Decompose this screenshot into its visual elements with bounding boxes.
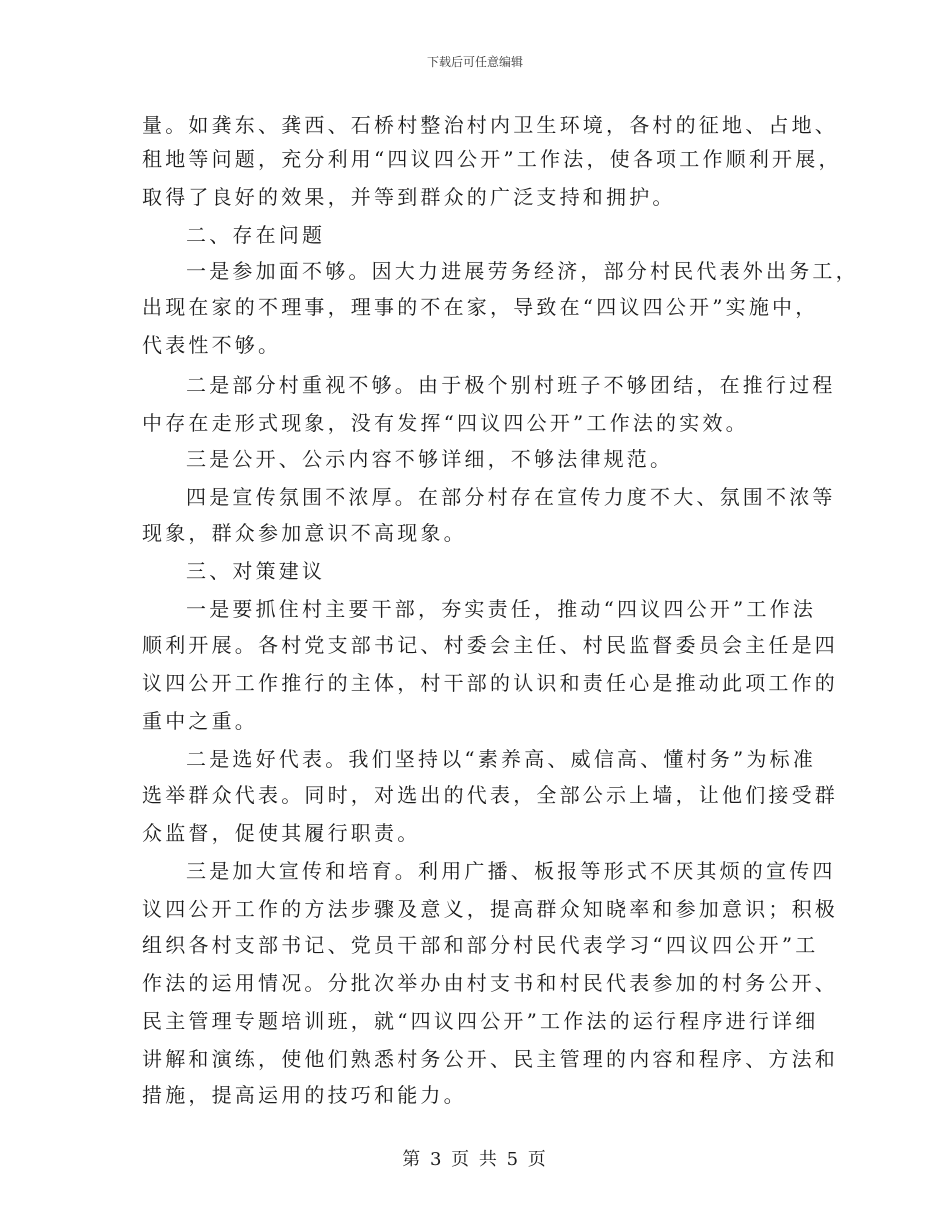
text-line-5: 一是参加面不够。因大力进展劳务经济，部分村民代表外出务工， (186, 259, 859, 283)
text-line-6: 出现在家的不理事，理事的不在家，导致在“四议四公开”实施中， (142, 295, 819, 319)
page-number-footer: 第 3 页 共 5 页 (402, 1149, 548, 1170)
text-line-8: 二是部分村重视不够。由于极个别村班子不够团结，在推行过程 (186, 373, 836, 397)
text-line-3: 取得了良好的效果，并等到群众的广泛支持和拥护。 (142, 185, 676, 209)
text-line-22: 议四公开工作的方法步骤及意义，提高群众知晓率和参加意识；积极 (142, 897, 838, 921)
text-line-27: 措施，提高运用的技巧和能力。 (142, 1083, 467, 1107)
text-line-23: 组织各村支部书记、党员干部和部分村民代表学习“四议四公开”工 (142, 933, 819, 957)
text-line-25: 民主管理专题培训班，就“四议四公开”工作法的运行程序进行详细 (142, 1009, 819, 1033)
text-line-12: 现象，群众参加意识不高现象。 (142, 521, 467, 545)
text-line-11: 四是宣传氛围不浓厚。在部分村存在宣传力度不大、氛围不浓等 (186, 485, 836, 509)
text-line-26: 讲解和演练，使他们熟悉村务公开、民主管理的内容和程序、方法和 (142, 1047, 838, 1071)
text-line-16: 议四公开工作推行的主体，村干部的认识和责任心是推动此项工作的 (142, 671, 838, 695)
text-line-19: 选举群众代表。同时，对选出的代表，全部公示上墙，让他们接受群 (142, 783, 838, 807)
text-line-15: 顺利开展。各村党支部书记、村委会主任、村民监督委员会主任是四 (142, 633, 838, 657)
section-heading-suggestions: 三、对策建议 (186, 559, 326, 583)
section-heading-problems: 二、存在问题 (186, 223, 326, 247)
text-line-18: 二是选好代表。我们坚持以“素养高、威信高、懂村务”为标准 (186, 747, 817, 771)
text-line-1: 量。如龚东、龚西、石桥村整治村内卫生环境，各村的征地、占地、 (142, 113, 838, 137)
text-line-7: 代表性不够。 (142, 333, 282, 357)
text-line-21: 三是加大宣传和培育。利用广播、板报等形式不厌其烦的宣传四 (186, 859, 836, 883)
text-line-14: 一是要抓住村主要干部，夯实责任，推动“四议四公开”工作法 (186, 597, 817, 621)
text-line-10: 三是公开、公示内容不够详细，不够法律规范。 (186, 447, 674, 471)
text-line-17: 重中之重。 (142, 709, 258, 733)
text-line-9: 中存在走形式现象，没有发挥“四议四公开”工作法的实效。 (142, 411, 749, 435)
text-line-24: 作法的运用情况。分批次举办由村支书和村民代表参加的村务公开、 (142, 971, 838, 995)
text-line-2: 租地等问题，充分利用“四议四公开”工作法，使各项工作顺利开展， (142, 147, 842, 171)
text-line-20: 众监督，促使其履行职责。 (142, 821, 421, 845)
page-header: 下载后可任意编辑 (426, 55, 523, 69)
